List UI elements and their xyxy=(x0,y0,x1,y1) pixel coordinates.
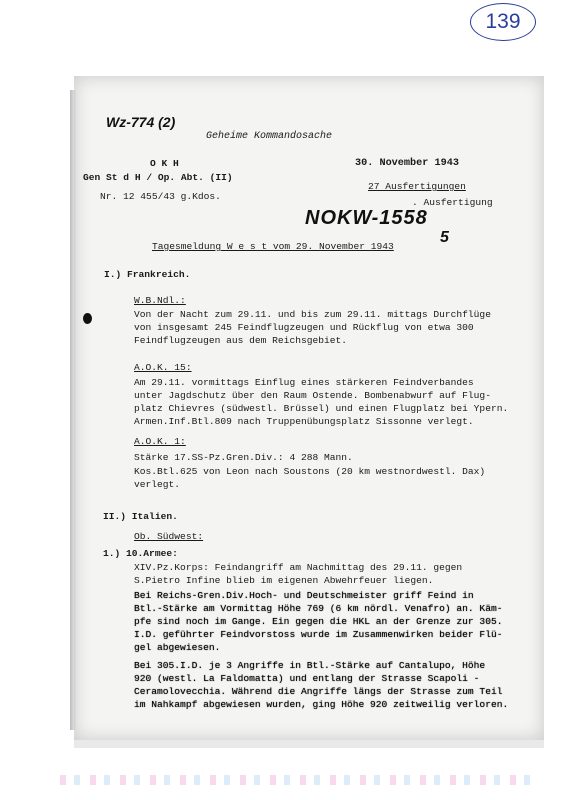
body-line: Feindflugzeugen aus dem Reichsgebiet. xyxy=(134,335,348,346)
body-line: Armen.Inf.Btl.809 nach Truppenübungsplatz Sissonne verlegt. xyxy=(134,416,474,427)
body-line: unter Jagdschutz über den Raum Ostende. Bombenabwurf auf Flug- xyxy=(134,390,491,401)
body-line: I.D. geführter Feindvorstoss wurde im Zusammenwirken beider Flü- xyxy=(134,629,503,640)
archive-stamp: 139 xyxy=(470,3,536,41)
archive-reference: Wz-774 (2) xyxy=(106,114,176,130)
body-line: S.Pietro Infine blieb im eigenen Abwehrfeuer liegen. xyxy=(134,575,434,586)
subsection-heading: A.O.K. 1: xyxy=(134,436,186,447)
body-line: Ceramolovecchia. Während die Angriffe längs der Strasse zum Teil xyxy=(134,686,503,697)
handwritten-number: 5 xyxy=(440,229,449,246)
punch-hole-mark xyxy=(83,313,92,324)
document-date: 30. November 1943 xyxy=(355,158,459,169)
section-heading: I.) Frankreich. xyxy=(104,269,191,280)
body-line: im Nahkampf abgewiesen wurden, ging Höhe 920 zeitweilig verloren. xyxy=(134,699,509,710)
scan-band xyxy=(74,740,544,748)
body-line: platz Chievres (südwestl. Brüssel) und einen Flugplatz bei Ypern. xyxy=(134,403,509,414)
body-line: Bei 305.I.D. je 3 Angriffe in Btl.-Stärke auf Cantalupo, Höhe xyxy=(134,660,486,671)
subsection-heading: A.O.K. 15: xyxy=(134,362,192,373)
body-line: gel abgewiesen. xyxy=(134,642,221,653)
classification-mark: Geheime Kommandosache xyxy=(206,131,333,142)
body-line: Von der Nacht zum 29.11. und bis zum 29.11. mittags Durchflüge xyxy=(134,309,491,320)
body-line: 920 (westl. La Faldomatta) und entlang der Strasse Scapoli - xyxy=(134,673,480,684)
org-line-2: Gen St d H / Op. Abt. (II) xyxy=(83,172,233,183)
reference-number: Nr. 12 455/43 g.Kdos. xyxy=(100,191,221,202)
page-edge-shadow xyxy=(70,90,76,730)
subsection-heading: W.B.Ndl.: xyxy=(134,295,186,306)
body-line: Btl.-Stärke am Vormittag Höhe 769 (6 km nördl. Venafro) an. Käm- xyxy=(134,603,503,614)
scan-noise-strip xyxy=(60,775,540,785)
body-line: Am 29.11. vormittags Einflug eines stärkeren Feindverbandes xyxy=(134,377,474,388)
subsection-heading: 1.) 10.Armee: xyxy=(103,548,178,559)
report-title: Tagesmeldung W e s t vom 29. November 1943 xyxy=(152,241,394,252)
body-line: Kos.Btl.625 von Leon nach Soustons (20 km westnordwestl. Dax) xyxy=(134,466,486,477)
handwritten-nokw-code: NOKW-1558 xyxy=(305,207,428,229)
copies-count: 27 Ausfertigungen xyxy=(368,181,466,192)
body-line: von insgesamt 245 Feindflugzeugen und Rückflug von etwa 300 xyxy=(134,322,474,333)
org-line-1: O K H xyxy=(150,158,179,169)
body-line: Stärke 17.SS-Pz.Gren.Div.: 4 288 Mann. xyxy=(134,452,353,463)
subsection-heading: Ob. Südwest: xyxy=(134,531,204,542)
copy-number: . Ausfertigung xyxy=(412,197,493,208)
body-line: Bei Reichs-Gren.Div.Hoch- und Deutschmeister griff Feind in xyxy=(134,590,474,601)
body-line: pfe sind noch im Gange. Ein gegen die HKL an der Grenze zur 305. xyxy=(134,616,503,627)
body-line: XIV.Pz.Korps: Feindangriff am Nachmittag des 29.11. gegen xyxy=(134,562,463,573)
section-heading: II.) Italien. xyxy=(103,511,178,522)
body-line: verlegt. xyxy=(134,479,181,490)
